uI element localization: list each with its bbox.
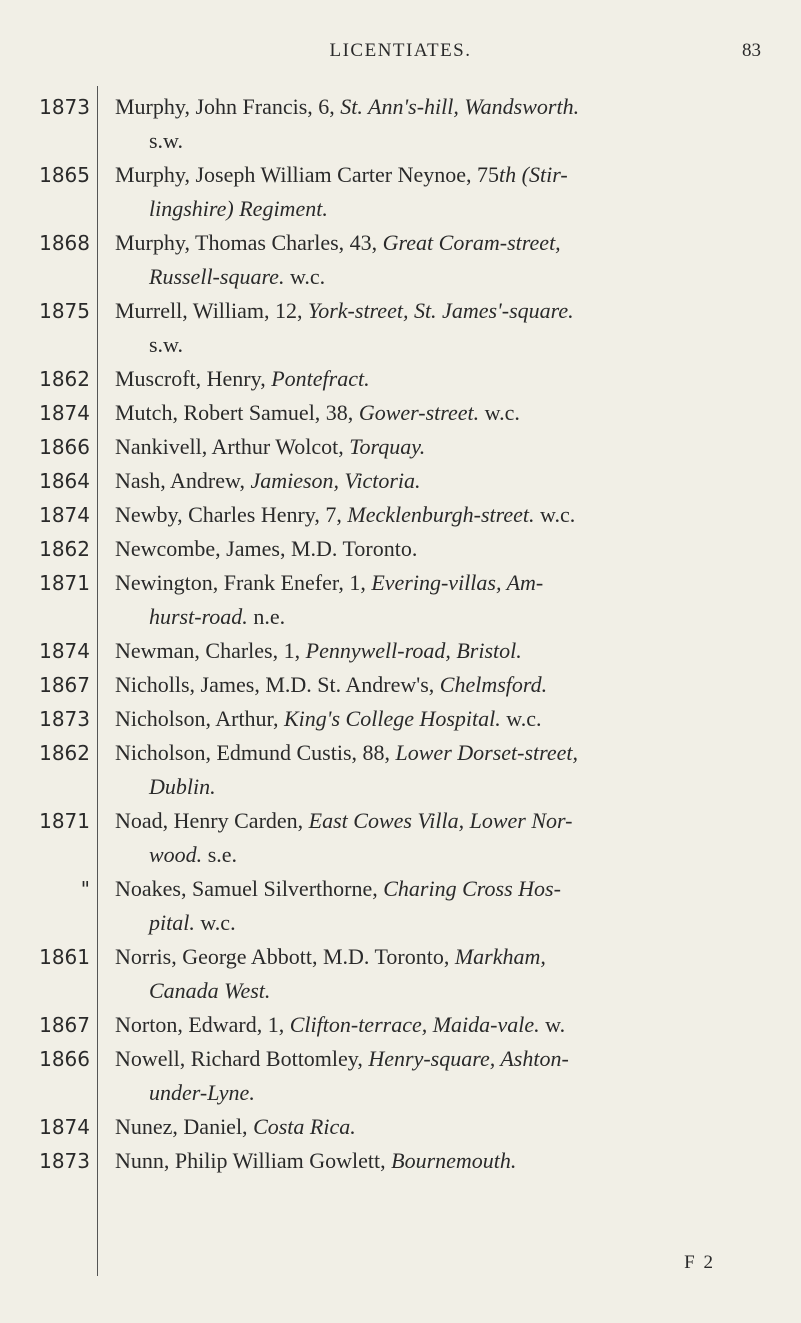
- entry-address-italic: Markham,: [454, 944, 546, 969]
- entry-segment: Nicholson, Arthur,: [115, 706, 284, 731]
- entry-line: [115, 90, 775, 124]
- entry-text: [115, 1008, 775, 1042]
- entry-text: [115, 294, 775, 362]
- entry-text: [115, 872, 775, 940]
- entry-address-italic: wood.: [149, 842, 203, 867]
- entry-address-italic: Charing Cross Hos-: [383, 876, 561, 901]
- entry-line: [115, 804, 775, 838]
- entry-segment: Newcombe, James, M.D. Toronto.: [115, 536, 418, 561]
- entry-text: [115, 1144, 775, 1178]
- entry-segment: Nicholls, James, M.D. St. Andrew's,: [115, 672, 440, 697]
- list-item: [0, 736, 801, 804]
- list-item: [0, 804, 801, 872]
- list-item: [0, 1110, 801, 1144]
- entry-address-italic: St. Ann's-hill, Wandsworth.: [340, 94, 580, 119]
- entry-segment: Newby, Charles Henry, 7,: [115, 502, 348, 527]
- entry-address-italic: lingshire) Regiment.: [149, 196, 328, 221]
- entry-year: 1864: [39, 469, 90, 493]
- entry-address-italic: East Cowes Villa, Lower Nor-: [308, 808, 573, 833]
- entry-segment: w.c.: [534, 502, 576, 527]
- entry-line: [115, 532, 775, 566]
- entry-year: 1873: [39, 707, 90, 731]
- entry-text: [115, 1110, 775, 1144]
- entry-text: [115, 532, 775, 566]
- entry-address-italic: Russell-square.: [149, 264, 285, 289]
- entry-segment: s.w.: [149, 332, 184, 357]
- entry-continuation-line: [115, 906, 775, 940]
- entry-segment: Nunn, Philip William Gowlett,: [115, 1148, 392, 1173]
- entry-segment: Norton, Edward, 1,: [115, 1012, 290, 1037]
- entry-line: [115, 872, 775, 906]
- entry-continuation-line: [115, 1076, 775, 1110]
- entry-line: [115, 1144, 775, 1178]
- list-item: [0, 872, 801, 940]
- entry-address-italic: Evering-villas, Am-: [371, 570, 544, 595]
- entry-year: 1873: [39, 95, 90, 119]
- entry-line: [115, 158, 775, 192]
- entry-continuation-line: [115, 974, 775, 1008]
- running-head: [0, 40, 801, 70]
- list-item: [0, 1042, 801, 1110]
- list-item: [0, 668, 801, 702]
- list-item: [0, 566, 801, 634]
- entry-segment: Newman, Charles, 1,: [115, 638, 306, 663]
- entry-text: [115, 226, 775, 294]
- entry-text: [115, 702, 775, 736]
- entry-continuation-line: [115, 328, 775, 362]
- entry-line: [115, 634, 775, 668]
- signature-mark: F 2: [684, 1252, 715, 1273]
- entry-text: [115, 668, 775, 702]
- entry-address-italic: under-Lyne.: [149, 1080, 255, 1105]
- entry-year: 1874: [39, 639, 90, 663]
- entry-year: 1874: [39, 503, 90, 527]
- entry-continuation-line: [115, 770, 775, 804]
- entry-address-italic: Costa Rica.: [253, 1114, 356, 1139]
- entry-segment: Nankivell, Arthur Wolcot,: [115, 434, 350, 459]
- entry-segment: Nicholson, Edmund Custis, 88,: [115, 740, 396, 765]
- entry-address-italic: Lower Dorset-street,: [395, 740, 579, 765]
- list-item: [0, 634, 801, 668]
- entry-segment: w.c.: [284, 264, 326, 289]
- entry-text: [115, 464, 775, 498]
- entry-year: ": [80, 877, 90, 901]
- entry-line: [115, 736, 775, 770]
- list-item: [0, 430, 801, 464]
- entry-address-italic: Dublin.: [149, 774, 216, 799]
- entry-text: [115, 940, 775, 1008]
- entry-year: 1866: [39, 435, 90, 459]
- entry-text: [115, 634, 775, 668]
- entry-year: 1867: [39, 1013, 90, 1037]
- entry-segment: Murphy, John Francis, 6,: [115, 94, 341, 119]
- entry-line: [115, 702, 775, 736]
- entry-address-italic: Jamieson, Victoria.: [250, 468, 421, 493]
- entry-line: [115, 940, 775, 974]
- list-item: [0, 1008, 801, 1042]
- list-item: [0, 396, 801, 430]
- list-item: [0, 702, 801, 736]
- entry-year: 1871: [39, 571, 90, 595]
- entry-year: 1866: [39, 1047, 90, 1071]
- entry-year: 1874: [39, 401, 90, 425]
- entry-line: [115, 566, 775, 600]
- entry-segment: w.c.: [194, 910, 236, 935]
- entry-segment: s.w.: [149, 128, 184, 153]
- entry-continuation-line: [115, 260, 775, 294]
- list-item: [0, 1144, 801, 1178]
- entry-segment: Mutch, Robert Samuel, 38,: [115, 400, 359, 425]
- entry-address-italic: hurst-road.: [149, 604, 248, 629]
- entry-line: [115, 1008, 775, 1042]
- entry-segment: s.e.: [202, 842, 238, 867]
- entry-continuation-line: [115, 838, 775, 872]
- entry-year: 1873: [39, 1149, 90, 1173]
- entry-segment: Murphy, Joseph William Carter Neynoe, 75: [115, 162, 500, 187]
- list-item: [0, 362, 801, 396]
- entry-year: 1875: [39, 299, 90, 323]
- entry-text: [115, 396, 775, 430]
- entry-year: 1868: [39, 231, 90, 255]
- entry-year: 1867: [39, 673, 90, 697]
- page-number: 83: [742, 40, 761, 61]
- entry-text: [115, 90, 775, 158]
- entry-line: [115, 464, 775, 498]
- entry-address-italic: Henry-square, Ashton-: [368, 1046, 569, 1071]
- entry-line: [115, 430, 775, 464]
- licentiates-list: [0, 90, 801, 1178]
- entry-segment: Nowell, Richard Bottomley,: [115, 1046, 369, 1071]
- entry-continuation-line: [115, 600, 775, 634]
- entry-line: [115, 1042, 775, 1076]
- entry-address-italic: Mecklenburgh-street.: [347, 502, 535, 527]
- entry-address-italic: King's College Hospital.: [284, 706, 501, 731]
- entry-address-italic: Chelmsford.: [439, 672, 548, 697]
- entry-address-italic: Canada West.: [149, 978, 271, 1003]
- entry-line: [115, 226, 775, 260]
- entry-text: [115, 736, 775, 804]
- list-item: [0, 464, 801, 498]
- entry-continuation-line: [115, 124, 775, 158]
- entry-segment: Norris, George Abbott, M.D. Toronto,: [115, 944, 455, 969]
- entry-year: 1874: [39, 1115, 90, 1139]
- entry-address-italic: Torquay.: [349, 434, 426, 459]
- entry-address-italic: Pontefract.: [271, 366, 370, 391]
- entry-segment: w.: [539, 1012, 566, 1037]
- entry-address-italic: Gower-street.: [358, 400, 480, 425]
- list-item: [0, 294, 801, 362]
- list-item: [0, 158, 801, 226]
- entry-segment: n.e.: [247, 604, 286, 629]
- entry-address-italic: pital.: [149, 910, 195, 935]
- entry-year: 1865: [39, 163, 90, 187]
- entry-year: 1861: [39, 945, 90, 969]
- entry-address-italic: Bournemouth.: [391, 1148, 517, 1173]
- entry-continuation-line: [115, 192, 775, 226]
- page-title: LICENTIATES.: [329, 40, 472, 61]
- entry-text: [115, 566, 775, 634]
- entry-line: [115, 362, 775, 396]
- entry-text: [115, 804, 775, 872]
- list-item: [0, 498, 801, 532]
- entry-address-italic: Great Coram-street,: [382, 230, 561, 255]
- entry-line: [115, 668, 775, 702]
- list-item: [0, 940, 801, 1008]
- entry-address-italic: th (Stir-: [499, 162, 568, 187]
- entry-text: [115, 362, 775, 396]
- entry-text: [115, 498, 775, 532]
- entry-line: [115, 294, 775, 328]
- entry-line: [115, 498, 775, 532]
- entry-segment: Murrell, William, 12,: [115, 298, 309, 323]
- entry-year: 1862: [39, 367, 90, 391]
- entry-segment: Nunez, Daniel,: [115, 1114, 254, 1139]
- entry-text: [115, 158, 775, 226]
- entry-segment: Murphy, Thomas Charles, 43,: [115, 230, 383, 255]
- entry-segment: Noakes, Samuel Silverthorne,: [115, 876, 384, 901]
- entry-segment: w.c.: [479, 400, 520, 425]
- entry-line: [115, 1110, 775, 1144]
- entry-year: 1871: [39, 809, 90, 833]
- entry-text: [115, 430, 775, 464]
- list-item: [0, 532, 801, 566]
- entry-address-italic: Clifton-terrace, Maida-vale.: [289, 1012, 540, 1037]
- entry-year: 1862: [39, 537, 90, 561]
- entry-line: [115, 396, 775, 430]
- entry-segment: Noad, Henry Carden,: [115, 808, 309, 833]
- list-item: [0, 226, 801, 294]
- entry-year: 1862: [39, 741, 90, 765]
- entry-text: [115, 1042, 775, 1110]
- list-item: [0, 90, 801, 158]
- entry-segment: Muscroft, Henry,: [115, 366, 272, 391]
- entry-segment: Newington, Frank Enefer, 1,: [115, 570, 372, 595]
- entry-segment: w.c.: [500, 706, 542, 731]
- entry-address-italic: York-street, St. James'-square.: [308, 298, 574, 323]
- entry-address-italic: Pennywell-road, Bristol.: [305, 638, 522, 663]
- entry-segment: Nash, Andrew,: [115, 468, 251, 493]
